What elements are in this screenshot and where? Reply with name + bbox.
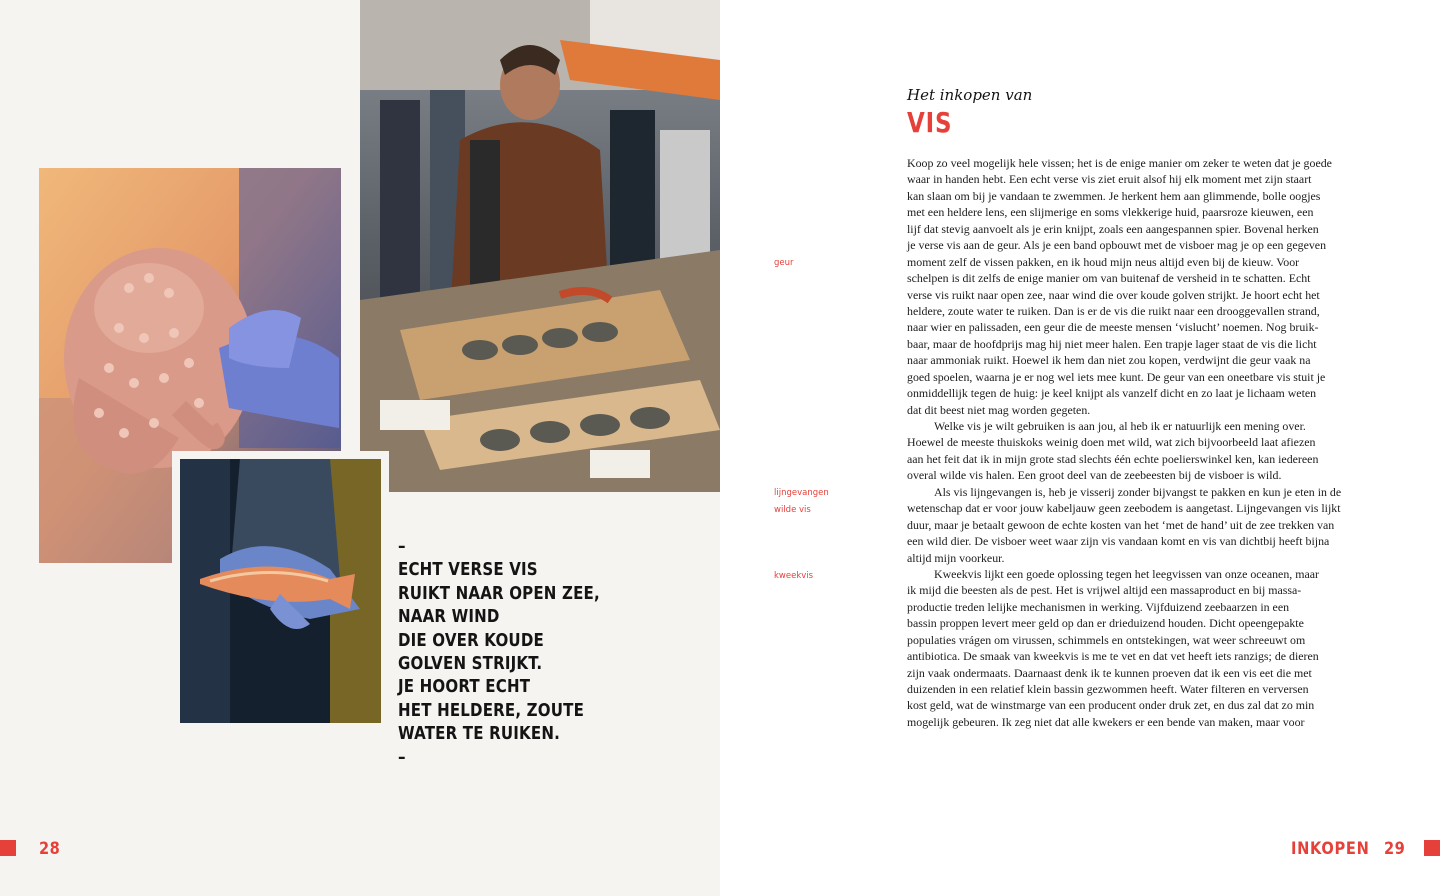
fish-market-photo — [360, 0, 720, 492]
body-line: baar, maar de hoofdprijs mag hij niet meer halen. Een trapje lager staat de vis die licht — [907, 336, 1317, 351]
red-mullet-photo — [180, 459, 381, 723]
pull-quote — [398, 536, 604, 770]
body-line: naar ammoniak ruikt. Hoewel ik hem dan niet zou kopen, verdwijnt die geur vaak na — [907, 353, 1311, 368]
quote-line: WATER TE RUIKEN. — [398, 724, 560, 745]
margin-note-lijngevangen: lijngevangen — [774, 488, 829, 498]
body-line: dat dit beest niet mag worden gegeten. — [907, 402, 1091, 417]
body-line: aan het feit dat ik in mijn grote stad slechts één echte poelierswinkel ken, kan iedereen — [907, 451, 1319, 466]
quote-line: NAAR WIND — [398, 607, 500, 628]
quote-line: GOLVEN STRIJKT. — [398, 654, 543, 675]
body-line: Koop zo veel mogelijk hele vissen; het is de enige manier om zeker te weten dat je goede — [907, 156, 1332, 170]
article-body — [907, 155, 1359, 730]
body-line: goed spoelen, waarna je er nog wel iets mee kunt. De geur van een oneetbare vis stuit je — [907, 369, 1326, 384]
left-folio-mark — [0, 840, 16, 856]
body-line: Welke vis je wilt gebruiken is aan jou, al heb ik er natuurlijk een mening over. — [934, 419, 1306, 433]
margin-note-geur: geur — [774, 258, 794, 268]
body-line: onmiddellijk tegen de huig: je keel knijpt als vanzelf dicht en zo laat je lichaam weten — [907, 386, 1317, 401]
body-line: moment zelf de vissen pakken, en ik houd mijn neus altijd even bij de kieuw. Voor — [907, 254, 1300, 269]
body-line: met een heldere lens, een slijmerige en soms vlekkerige huid, paarsroze kieuwen, een — [907, 205, 1314, 220]
body-line: Hoewel de meeste thuiskoks weinig doen met wild, wat zich bijvoorbeeld laat afiezen — [907, 435, 1316, 450]
body-line: kost geld, wat de winstmarge van een producent onder druk zet, en dus zal dat zo min — [907, 698, 1315, 713]
quote-open-dash: – — [398, 537, 406, 557]
body-line: antibiotica. De smaak van kweekvis is me te vet en dat vet heeft iets ranzigs; de dieren — [907, 649, 1319, 664]
body-line: schelpen is dit zelfs de enige manier om van buitenaf de versheid in te schatten. Echt — [907, 271, 1311, 286]
section-label: INKOPEN — [1291, 839, 1370, 859]
body-line: wetenschap dat er voor jouw kabeljauw geen zeebodem is aangetast. Lijngevangen vis lijkt — [907, 501, 1341, 516]
body-line: overal wilde vis halen. Een groot deel van de zeebeesten bij de visboer is wild. — [907, 468, 1282, 483]
body-line: mogelijk gebeuren. Ik zeg niet dat alle kwekers er een bende van maken, maar voor — [907, 714, 1305, 729]
right-page-number: 29 — [1384, 839, 1406, 859]
quote-line: ECHT VERSE VIS — [398, 560, 538, 581]
body-line: Als vis lijngevangen is, heb je visserij zonder bijvangst te pakken en kun je eten in de — [934, 484, 1342, 499]
right-folio-mark — [1424, 840, 1440, 856]
left-page-number: 28 — [39, 839, 61, 859]
body-line: duur, maar je betaalt gewoon de echte kosten van het ‘met de hand’ uit de zee trekken van — [907, 517, 1335, 532]
quote-close-dash: – — [398, 747, 406, 768]
quote-line: HET HELDERE, ZOUTE — [398, 700, 585, 721]
article-title: VIS — [907, 106, 953, 139]
body-line: bassin proppen levert meer geld op dan er drieduizend houden. Dicht opeengepakte — [907, 616, 1304, 631]
quote-line: RUIKT NAAR OPEN ZEE, — [398, 583, 600, 604]
body-line: je verse vis aan de geur. Als je een band opbouwt met de visboer mag je op een gegeven — [907, 238, 1327, 253]
body-line: zijn vaak ondermaats. Daarnaast denk ik te kunnen proeven dat ik een vis eet die met — [907, 665, 1312, 680]
body-line: waar in handen hebt. Een echt verse vis ziet eruit alsof hij elk moment met zijn staart — [907, 172, 1312, 187]
body-line: productie treden lelijke mechanismen in werking. Vijfduizend zeebaarzen in een — [907, 599, 1290, 614]
body-line: naar wier en palissaden, een geur die de meeste mensen ‘vislucht’ noemen. Nog bruik- — [907, 320, 1319, 335]
body-line: een wild dier. De visboer weet waar zijn vis vandaan komt en vis van dichtbij heeft bijna — [907, 534, 1330, 549]
quote-line: DIE OVER KOUDE — [398, 630, 544, 651]
body-line: altijd mijn voorkeur. — [907, 550, 1005, 565]
body-line: kan slaan om bij je vandaan te zwemmen. Je herkent hem aan glimmende, bolle oogjes — [907, 188, 1321, 203]
article-kicker: Het inkopen van — [907, 86, 1033, 104]
body-line: populaties vrágen om virussen, schimmels en ontstekingen, wat weer schreeuwt om — [907, 632, 1306, 647]
margin-note-wilde-vis: wilde vis — [774, 505, 811, 515]
quote-line: JE HOORT ECHT — [398, 677, 531, 698]
body-line: lijf dat stevig aanvoelt als je erin knijpt, zoals een aangespannen spier. Bovenal herken — [907, 221, 1319, 236]
body-line: heldere, zoute water te ruiken. Dan is er de vis die ruikt naar een drooggevallen strand, — [907, 303, 1320, 318]
body-line: duizenden in een relatief klein bassin gezwommen heeft. Water filteren en verversen — [907, 682, 1309, 696]
body-line: verse vis ruikt naar open zee, naar wind die over koude golven strijkt. Je hoort echt het — [907, 287, 1320, 302]
body-line: Kweekvis lijkt een goede oplossing tegen het leegvissen van onze oceanen, maar — [934, 566, 1319, 581]
body-line: ik mijd die beesten als de pest. Het is vrijwel altijd een massaproduct en bij massa- — [907, 583, 1302, 598]
margin-note-kweekvis: kweekvis — [774, 571, 814, 581]
